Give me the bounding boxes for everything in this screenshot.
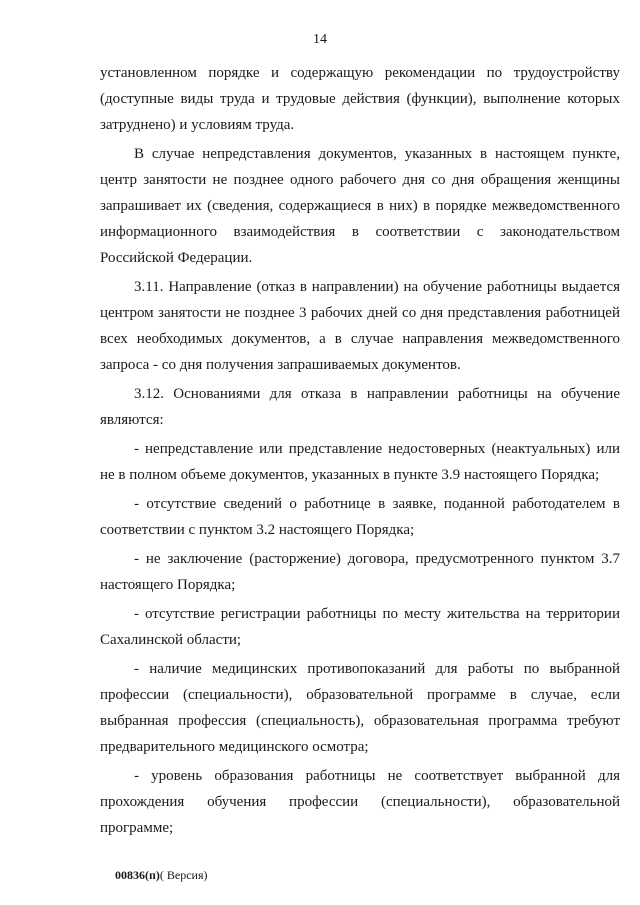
paragraph-3-11: 3.11. Направление (отказ в направлении) на обучение работницы выдается центром занятости не позднее 3 рабочих дней со дня представления работницей всех необходимых документов, а в случае направления межведомственного запроса - со дня получения запрашиваемых документов. <box>100 279 620 373</box>
document-body <box>100 60 620 844</box>
list-item-contract: - не заключение (расторжение) договора, предусмотренного пунктом 3.7 настоящего Порядка; <box>100 551 620 593</box>
list-item-application: - отсутствие сведений о работнице в заявке, поданной работодателем в соответствии с пунктом 3.2 настоящего Порядка; <box>100 496 620 538</box>
document-code: 00836(п) <box>115 868 160 882</box>
list-item-medical: - наличие медицинских противопоказаний для работы по выбранной профессии (специальности), образовательной программе в случае, если выбранная профессия (специальность), образовательная программа требуют предварительного медицинского осмотра; <box>100 661 620 755</box>
list-item-education: - уровень образования работницы не соответствует выбранной для прохождения обучения профессии (специальности), образовательной программе; <box>100 768 620 836</box>
document-footer <box>115 868 208 883</box>
list-item-documents: - непредставление или представление недостоверных (неактуальных) или не в полном объеме документов, указанных в пункте 3.9 настоящего Порядка; <box>100 441 620 483</box>
list-item-registration: - отсутствие регистрации работницы по месту жительства на территории Сахалинской области; <box>100 606 620 648</box>
paragraph-3-12: 3.12. Основаниями для отказа в направлении работницы на обучение являются: <box>100 386 620 428</box>
page-number: 14 <box>313 32 327 47</box>
paragraph-continuation: установленном порядке и содержащую рекомендации по трудоустройству (доступные виды труда и трудовые действия (функции), выполнение которых затруднено) и условиям труда. <box>100 65 620 133</box>
document-version: ( Версия) <box>159 868 208 882</box>
paragraph-missing-documents: В случае непредставления документов, указанных в настоящем пункте, центр занятости не позднее одного рабочего дня со дня обращения женщины запрашивает их (сведения, содержащиеся в них) в порядке межведомственного информационного взаимодействия в соответствии с законодательством Российской Федерации. <box>100 146 620 266</box>
